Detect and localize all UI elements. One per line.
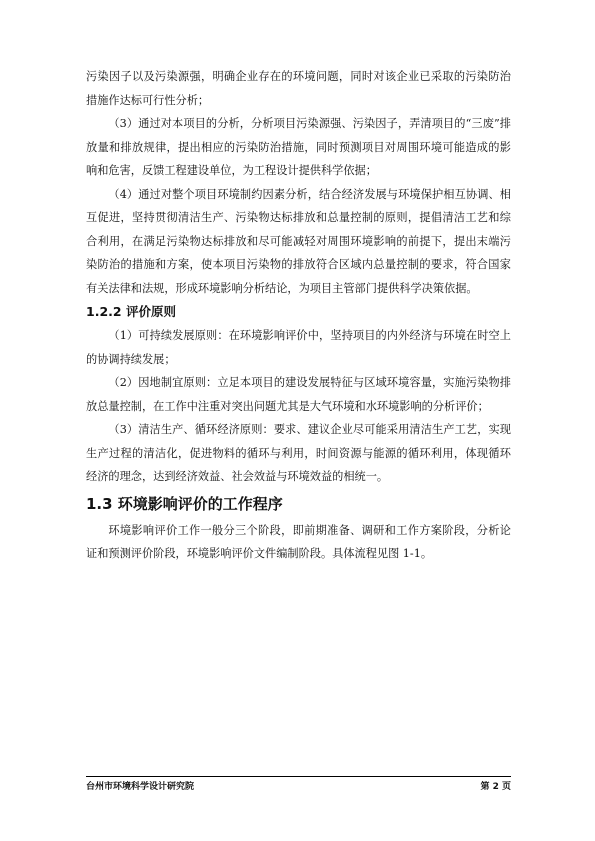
footer-divider [86, 776, 511, 777]
paragraph-workflow: 环境影响评价工作一般分三个阶段，即前期准备、调研和工作方案阶段，分析论证和预测评价阶段，环境影响评价文件编制阶段。具体流程见图 1-1。 [86, 523, 511, 560]
heading-1-3: 1.3 环境影响评价的工作程序 [86, 494, 283, 513]
paragraph-principle-3: （3）清洁生产、循环经济原则：要求、建议企业尽可能采用清洁生产工艺，实现生产过程的清洁化，促进物料的循环与利用，时间资源与能源的循环利用，体现循环经济的理念，达到经济效益、社会效益与环境效益的相统一。 [86, 423, 511, 483]
paragraph-principle-1: （1）可持续发展原则：在环境影响评价中，坚持项目的内外经济与环境在时空上的协调持续发展； [86, 329, 511, 366]
paragraph-principle-2: （2）因地制宜原则：立足本项目的建设发展特征与区域环境容量，实施污染物排放总量控制，在工作中注重对突出问题尤其是大气环境和水环境影响的分析评价； [86, 376, 511, 413]
paragraph-item-3: （3）通过对本项目的分析，分析项目污染源强、污染因子，弄清项目的“三废”排放量和排放规律，提出相应的污染防治措施，同时预测项目对周围环境可能造成的影响和危害，反馈工程建设单位，为工程设计提供科学依据； [86, 117, 511, 177]
footer-organization: 台州市环境科学设计研究院 [86, 782, 195, 792]
page-number: 第 2 页 [480, 782, 511, 792]
heading-1-2-2: 1.2.2 评价原则 [86, 304, 176, 319]
paragraph-item-4: （4）通过对整个项目环境制约因素分析，结合经济发展与环境保护相互协调、相互促进，坚持贯彻清洁生产、污染物达标排放和总量控制的原则，提倡清洁工艺和综合利用，在满足污染物达标排放和尽可能减轻对周围环境影响的前提下，提出末端污染防治的措施和方案，使本项目污染物的排放符合区域内总量控制的要求，符合国家有关法律和法规，形成环境影响分析结论，为项目主管部门提供科学决策依据。 [86, 187, 511, 295]
document-body [86, 65, 511, 566]
paragraph-pollution-factors: 污染因子以及污染源强，明确企业存在的环境问题，同时对该企业已采取的污染防治措施作达标可行性分析； [86, 70, 511, 107]
